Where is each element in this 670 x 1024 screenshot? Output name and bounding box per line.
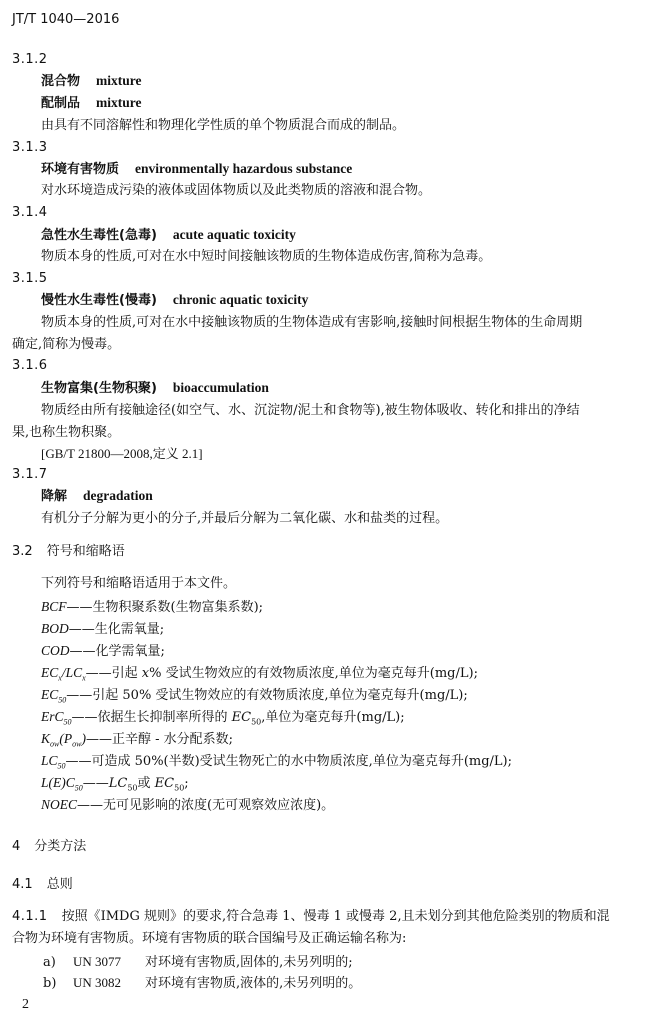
section-title: 分类方法 [34,839,87,854]
term-alt-zh: 配制品 [41,96,81,111]
term-zh: 降解 [41,489,68,504]
list-item [43,953,353,972]
symbol-desc: ——化学需氧量; [69,644,165,659]
term-heading [41,291,308,310]
list-item-label: b) [43,976,57,991]
symbol-entry [41,774,189,798]
section-heading-4-1 [12,876,73,894]
symbol-name: $K_{ow}(P_{ow})$ [41,731,86,749]
term-number: 3.1.6 [12,358,48,373]
term-alt-en: mixture [96,95,142,110]
list-item-label: a) [43,955,56,970]
term-heading [41,226,296,245]
symbol-desc: ——生化需氧量; [68,622,165,637]
list-item [43,974,361,993]
section-title: 符号和缩略语 [46,544,125,559]
term-definition: 物质经由所有接触途径(如空气、水、沉淀物/泥土和食物等),被生物体吸收、转化和排出的净结 [41,403,580,418]
symbol-desc: ——引起 x% 受试生物效应的有效物质浓度,单位为毫克每升(mg/L); [85,666,478,681]
symbol-desc: ——可造成 50%(半数)受试生物死亡的水中物质浓度,单位为毫克每升(mg/L); [65,754,513,769]
term-definition: 物质本身的性质,可对在水中接触该物质的生物体造成有害影响,接触时间根据生物体的生命周期 [41,315,583,330]
page-number: 2 [22,997,29,1012]
symbol-name: COD [41,643,70,658]
term-zh: 环境有害物质 [41,162,120,177]
symbol-desc: ——正辛醇 - 水分配系数; [85,732,233,747]
term-definition-continued: 确定,简称为慢毒。 [12,337,121,352]
symbol-entry [41,730,233,754]
term-number: 3.1.4 [12,205,48,220]
section-heading-4 [12,838,86,856]
term-heading [41,379,269,398]
term-heading [41,487,153,506]
section-intro: 下列符号和缩略语适用于本文件。 [41,576,237,591]
symbol-entry [41,598,263,617]
term-alt-heading [41,94,142,113]
symbol-desc: ——引起 50% 受试生物效应的有效物质浓度,单位为毫克每升(mg/L); [66,688,468,703]
term-source-reference: [GB/T 21800—2008,定义 2.1] [41,446,203,461]
symbol-entry [41,708,405,732]
term-definition: 物质本身的性质,可对在水中短时间接触该物质的生物体造成伤害,简称为急毒。 [41,249,492,264]
un-number: UN 3077 [73,954,122,969]
symbol-desc: ——无可见影响的浓度(无可观察效应浓度)。 [77,798,335,813]
section-title: 总则 [46,877,73,892]
list-item-text: 对环境有害物质,液体的,未另列明的。 [145,976,362,991]
term-number: 3.1.5 [12,271,48,286]
symbol-name: $EC_x/LC_x$ [41,665,86,683]
term-heading [41,72,142,91]
term-en: degradation [83,488,153,503]
clause-text-continued: 合物为环境有害物质。环境有害物质的联合国编号及正确运输名称为: [12,931,407,946]
term-zh: 生物富集(生物积聚) [41,381,157,396]
term-en: bioaccumulation [172,380,269,395]
term-number: 3.1.2 [12,52,48,67]
symbol-desc: ——依据生长抑制率所得的 $EC_{50}$,单位为毫克每升(mg/L); [71,710,405,727]
symbol-entry [41,796,334,815]
list-item-text: 对环境有害物质,固体的,未另列明的; [145,955,353,970]
standard-code-header: JT/T 1040—2016 [12,12,120,27]
symbol-name: ErC$_{50}$ [41,709,72,727]
symbol-desc: ——生物积聚系数(生物富集系数); [66,600,264,615]
clause-4-1-1 [12,908,610,926]
symbol-entry [41,752,512,776]
term-definition: 有机分子分解为更小的分子,并最后分解为二氧化碳、水和盐类的过程。 [41,511,449,526]
section-number: 4.1 [12,877,33,892]
term-zh: 急性水生毒性(急毒) [41,228,157,243]
term-en: chronic aquatic toxicity [172,292,309,307]
symbol-entry [41,620,164,639]
term-zh: 慢性水生毒性(慢毒) [41,293,157,308]
section-number: 3.2 [12,544,33,559]
un-number: UN 3082 [73,975,122,990]
symbol-name: $EC_{50}$ [41,687,67,705]
term-en: mixture [96,73,142,88]
term-definition: 对水环境造成污染的液体或固体物质以及此类物质的溶液和混合物。 [41,183,432,198]
symbol-name: $L(E)C_{50}$ [41,775,83,793]
symbol-entry [41,686,468,710]
term-number: 3.1.7 [12,467,48,482]
term-definition: 由具有不同溶解性和物理化学性质的单个物质混合而成的制品。 [41,118,406,133]
section-heading-3-2 [12,543,125,561]
term-number: 3.1.3 [12,140,48,155]
term-zh: 混合物 [41,74,81,89]
clause-text: 按照《IMDG 规则》的要求,符合急毒 1、慢毒 1 或慢毒 2,且未划分到其他危险类别的物质和混 [61,909,610,924]
clause-number: 4.1.1 [12,909,48,924]
symbol-name: BCF [41,599,67,614]
symbol-entry [41,664,478,688]
symbol-name: BOD [41,621,69,636]
symbol-name: $LC_{50}$ [41,753,66,771]
term-en: acute aquatic toxicity [172,227,296,242]
term-heading [41,160,352,179]
term-definition-continued: 果,也称生物积聚。 [12,425,121,440]
symbol-desc: $——LC_{50}$或 $EC_{50}$; [82,776,189,793]
section-number: 4 [12,839,21,854]
symbol-entry [41,642,165,661]
symbol-name: NOEC [41,797,78,812]
term-en: environmentally hazardous substance [135,161,353,176]
